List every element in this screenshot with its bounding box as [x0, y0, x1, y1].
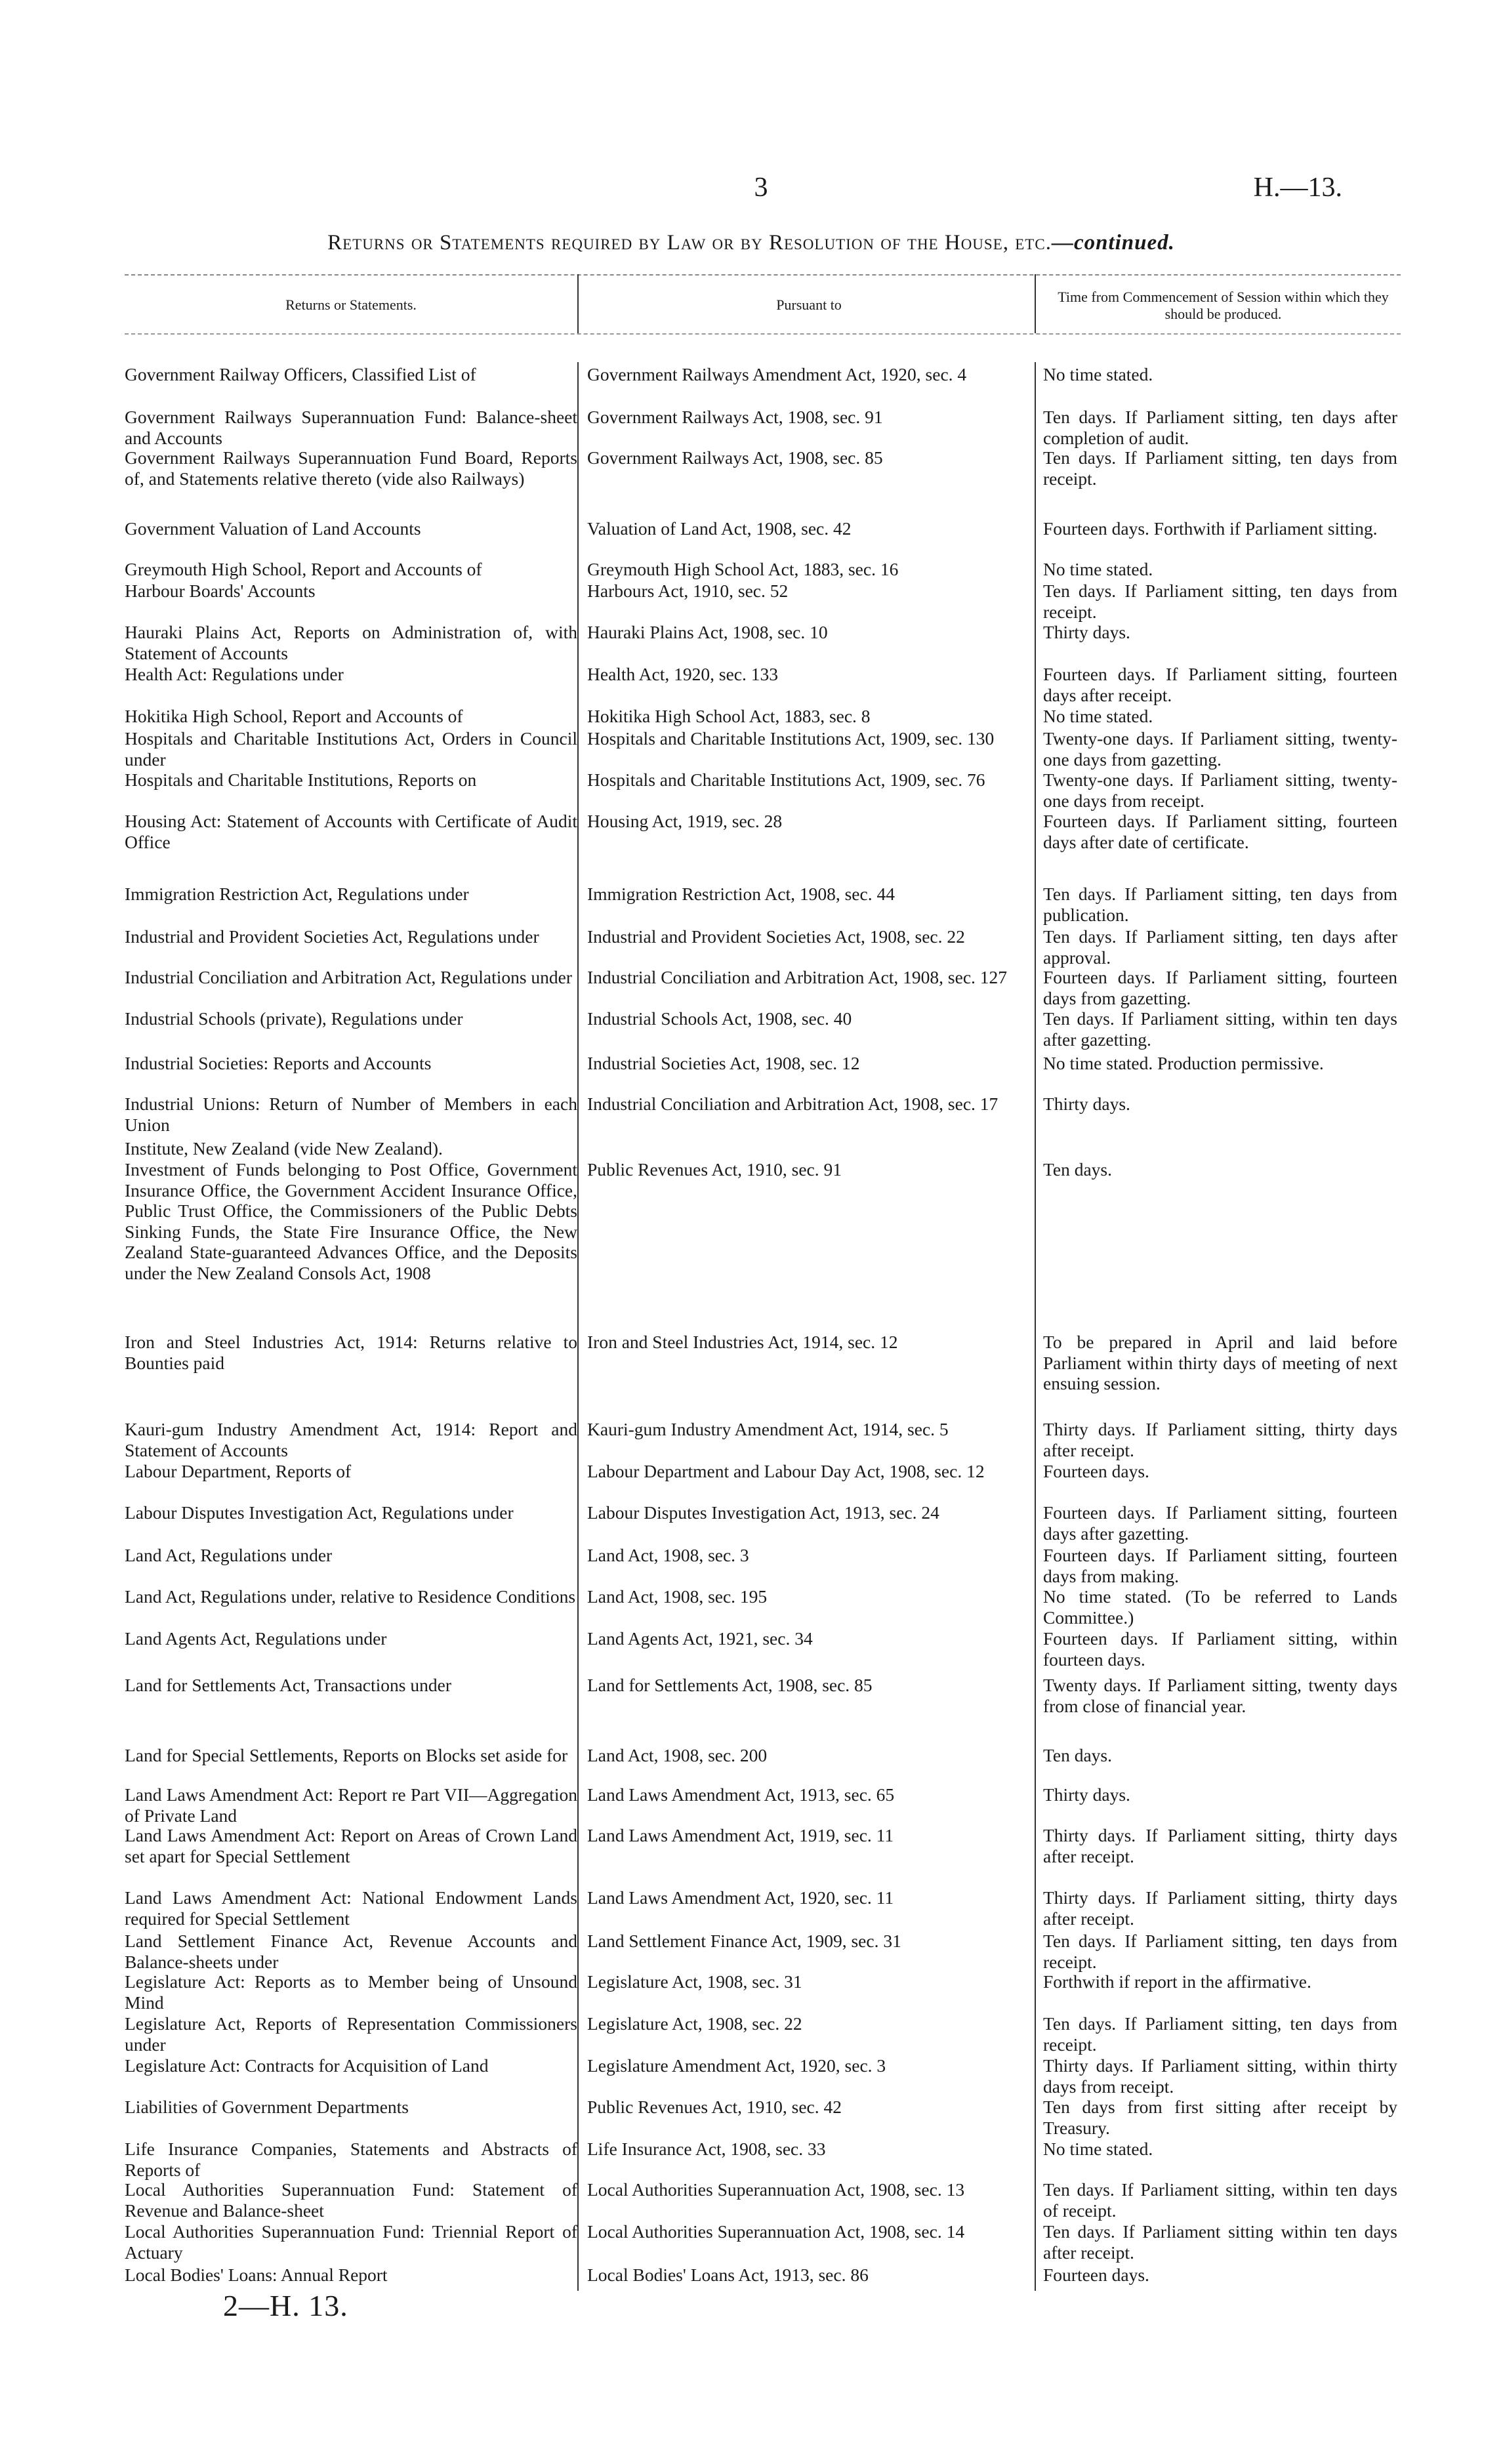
page-title: [125, 231, 1378, 255]
pursuant-cell: Industrial Societies Act, 1908, sec. 12: [587, 1053, 860, 1073]
time-cell: Ten days. If Parliament sitting within ten days after receipt.: [1043, 2221, 1397, 2263]
time-cell: Ten days. If Parliament sitting, ten days from receipt.: [1043, 447, 1397, 489]
time-cell: Thirty days.: [1043, 1784, 1130, 1805]
time-cell: Thirty days. If Parliament sitting, thirty days after receipt.: [1043, 1887, 1397, 1929]
time-cell: Fourteen days. If Parliament sitting, fourteen days from gazetting.: [1043, 967, 1397, 1008]
time-cell: Fourteen days.: [1043, 2265, 1149, 2285]
time-cell: Ten days. If Parliament sitting, ten days after completion of audit.: [1043, 407, 1397, 448]
column-divider: [1035, 362, 1036, 2291]
time-cell: Ten days from first sitting after receipt by Treasury.: [1043, 2097, 1397, 2138]
pursuant-cell: Housing Act, 1919, sec. 28: [587, 811, 783, 831]
pursuant-cell: Greymouth High School Act, 1883, sec. 16: [587, 559, 899, 579]
time-cell: Fourteen days. Forthwith if Parliament sitting.: [1043, 518, 1378, 539]
pursuant-cell: Land for Settlements Act, 1908, sec. 85: [587, 1675, 873, 1695]
return-cell: Industrial and Provident Societies Act, Regulations under: [125, 926, 539, 947]
pursuant-cell: Hospitals and Charitable Institutions Act, 1909, sec. 130: [587, 728, 995, 749]
return-cell: Health Act: Regulations under: [125, 664, 344, 684]
pursuant-cell: Legislature Amendment Act, 1920, sec. 3: [587, 2055, 886, 2076]
time-cell: Fourteen days.: [1043, 1461, 1149, 1481]
return-cell: Hauraki Plains Act, Reports on Administration of, with Statement of Accounts: [125, 622, 577, 663]
column-divider: [577, 362, 579, 2291]
time-cell: Ten days.: [1043, 1745, 1112, 1765]
pursuant-cell: Iron and Steel Industries Act, 1914, sec. 12: [587, 1332, 898, 1352]
page-title-text: Returns or Statements required by Law or by Resolution of the House, etc.: [327, 231, 1052, 255]
time-cell: Ten days. If Parliament sitting, ten days from receipt.: [1043, 581, 1397, 622]
pursuant-cell: Valuation of Land Act, 1908, sec. 42: [587, 518, 852, 539]
time-cell: No time stated.: [1043, 706, 1153, 726]
pursuant-cell: Harbours Act, 1910, sec. 52: [587, 581, 789, 601]
pursuant-cell: Industrial Schools Act, 1908, sec. 40: [587, 1008, 852, 1029]
pursuant-cell: Legislature Act, 1908, sec. 31: [587, 1971, 802, 1992]
return-cell: Land Act, Regulations under, relative to Residence Conditions: [125, 1586, 576, 1607]
time-cell: Thirty days.: [1043, 622, 1130, 642]
time-cell: Fourteen days. If Parliament sitting, within fourteen days.: [1043, 1628, 1397, 1670]
pursuant-cell: Industrial Conciliation and Arbitration Act, 1908, sec. 17: [587, 1094, 999, 1114]
return-cell: Life Insurance Companies, Statements and Abstracts of Reports of: [125, 2139, 577, 2180]
return-cell: Industrial Unions: Return of Number of Members in each Union: [125, 1094, 577, 1135]
pursuant-cell: Health Act, 1920, sec. 133: [587, 664, 778, 684]
pursuant-cell: Land Laws Amendment Act, 1920, sec. 11: [587, 1887, 894, 1908]
time-cell: Ten days. If Parliament sitting, ten days from receipt.: [1043, 1931, 1397, 1972]
column-header-pursuant: Pursuant to: [776, 297, 842, 313]
return-cell: Government Railways Superannuation Fund Board, Reports of, and Statements relative thereto (vide also Railways): [125, 447, 577, 489]
pursuant-cell: Land Act, 1908, sec. 3: [587, 1545, 749, 1565]
pursuant-cell: Land Act, 1908, sec. 200: [587, 1745, 768, 1765]
return-cell: Local Bodies' Loans: Annual Report: [125, 2265, 388, 2285]
return-cell: Government Valuation of Land Accounts: [125, 518, 421, 539]
time-cell: Forthwith if report in the affirmative.: [1043, 1971, 1311, 1992]
pursuant-cell: Legislature Act, 1908, sec. 22: [587, 2013, 802, 2034]
pursuant-cell: Industrial and Provident Societies Act, 1908, sec. 22: [587, 926, 965, 947]
pursuant-cell: Hospitals and Charitable Institutions Act, 1909, sec. 76: [587, 770, 985, 790]
pursuant-cell: Public Revenues Act, 1910, sec. 91: [587, 1159, 842, 1180]
pursuant-cell: Life Insurance Act, 1908, sec. 33: [587, 2139, 826, 2159]
return-cell: Land Laws Amendment Act: Report re Part VII—Aggregation of Private Land: [125, 1784, 577, 1826]
return-cell: Labour Disputes Investigation Act, Regulations under: [125, 1502, 514, 1523]
pursuant-cell: Public Revenues Act, 1910, sec. 42: [587, 2097, 842, 2117]
time-cell: Twenty-one days. If Parliament sitting, twenty-one days from gazetting.: [1043, 728, 1397, 770]
return-cell: Hospitals and Charitable Institutions, Reports on: [125, 770, 477, 790]
pursuant-cell: Immigration Restriction Act, 1908, sec. 44: [587, 884, 895, 904]
column-header-time: Time from Commencement of Session within which they should be produced.: [1058, 289, 1389, 322]
pursuant-cell: Land Laws Amendment Act, 1919, sec. 11: [587, 1825, 894, 1845]
pursuant-cell: Land Settlement Finance Act, 1909, sec. 31: [587, 1931, 901, 1951]
time-cell: No time stated.: [1043, 2139, 1153, 2159]
column-divider: [1035, 274, 1036, 333]
pursuant-cell: Land Act, 1908, sec. 195: [587, 1586, 768, 1607]
pursuant-cell: Kauri-gum Industry Amendment Act, 1914, sec. 5: [587, 1419, 949, 1439]
time-cell: Ten days.: [1043, 1159, 1112, 1180]
page-number: 3: [754, 173, 768, 203]
return-cell: Greymouth High School, Report and Accounts of: [125, 559, 482, 579]
pursuant-cell: Government Railways Act, 1908, sec. 85: [587, 447, 883, 468]
return-cell: Hospitals and Charitable Institutions Act, Orders in Council under: [125, 728, 577, 770]
return-cell: Kauri-gum Industry Amendment Act, 1914: Report and Statement of Accounts: [125, 1419, 577, 1460]
return-cell: Local Authorities Superannuation Fund: Triennial Report of Actuary: [125, 2221, 577, 2263]
return-cell: Iron and Steel Industries Act, 1914: Returns relative to Bounties paid: [125, 1332, 577, 1373]
return-cell: Immigration Restriction Act, Regulations under: [125, 884, 469, 904]
signature-mark: 2—H. 13.: [223, 2289, 348, 2322]
return-cell: Land Act, Regulations under: [125, 1545, 333, 1565]
return-cell: Industrial Schools (private), Regulations under: [125, 1008, 463, 1029]
time-cell: No time stated. (To be referred to Lands Committee.): [1043, 1586, 1397, 1628]
paper-reference: H.—13.: [1253, 173, 1342, 203]
pursuant-cell: Government Railways Amendment Act, 1920, sec. 4: [587, 364, 967, 384]
time-cell: Ten days. If Parliament sitting, ten days from receipt.: [1043, 2013, 1397, 2055]
time-cell: Ten days. If Parliament sitting, within ten days of receipt.: [1043, 2179, 1397, 2221]
pursuant-cell: Hokitika High School Act, 1883, sec. 8: [587, 706, 871, 726]
pursuant-cell: Land Agents Act, 1921, sec. 34: [587, 1628, 813, 1649]
time-cell: Ten days. If Parliament sitting, ten days from publication.: [1043, 884, 1397, 925]
return-cell: Legislature Act: Contracts for Acquisition of Land: [125, 2055, 489, 2076]
return-cell: Local Authorities Superannuation Fund: Statement of Revenue and Balance-sheet: [125, 2179, 577, 2221]
time-cell: Ten days. If Parliament sitting, within ten days after gazetting.: [1043, 1008, 1397, 1050]
pursuant-cell: Local Authorities Superannuation Act, 1908, sec. 14: [587, 2221, 965, 2242]
time-cell: No time stated.: [1043, 364, 1153, 384]
time-cell: Twenty-one days. If Parliament sitting, twenty-one days from receipt.: [1043, 770, 1397, 811]
return-cell: Land for Special Settlements, Reports on Blocks set aside for: [125, 1745, 568, 1765]
time-cell: Fourteen days. If Parliament sitting, fourteen days after date of certificate.: [1043, 811, 1397, 852]
page-title-suffix: —continued.: [1051, 231, 1175, 255]
return-cell: Government Railways Superannuation Fund: Balance-sheet and Accounts: [125, 407, 577, 448]
return-cell: Housing Act: Statement of Accounts with Certificate of Audit Office: [125, 811, 577, 852]
return-cell: Government Railway Officers, Classified List of: [125, 364, 476, 384]
return-cell: Land Agents Act, Regulations under: [125, 1628, 387, 1649]
time-cell: No time stated. Production permissive.: [1043, 1053, 1324, 1073]
column-divider: [577, 274, 579, 333]
time-cell: Twenty days. If Parliament sitting, twenty days from close of financial year.: [1043, 1675, 1397, 1716]
return-cell: Industrial Conciliation and Arbitration Act, Regulations under: [125, 967, 573, 987]
time-cell: No time stated.: [1043, 559, 1153, 579]
time-cell: Fourteen days. If Parliament sitting, fourteen days after gazetting.: [1043, 1502, 1397, 1544]
return-cell: Legislature Act, Reports of Representation Commissioners under: [125, 2013, 577, 2055]
return-cell: Land Settlement Finance Act, Revenue Accounts and Balance-sheets under: [125, 1931, 577, 1972]
return-cell: Land Laws Amendment Act: Report on Areas of Crown Land set apart for Special Settlement: [125, 1825, 577, 1866]
return-cell: Hokitika High School, Report and Accounts of: [125, 706, 463, 726]
time-cell: Fourteen days. If Parliament sitting, fourteen days after receipt.: [1043, 664, 1397, 705]
time-cell: Thirty days. If Parliament sitting, thirty days after receipt.: [1043, 1419, 1397, 1460]
time-cell: Thirty days.: [1043, 1094, 1130, 1114]
return-cell: Land for Settlements Act, Transactions under: [125, 1675, 451, 1695]
return-cell: Harbour Boards' Accounts: [125, 581, 316, 601]
pursuant-cell: Industrial Conciliation and Arbitration Act, 1908, sec. 127: [587, 967, 1008, 987]
time-cell: Ten days. If Parliament sitting, ten days after approval.: [1043, 926, 1397, 968]
header-bottom-rule: [125, 333, 1401, 335]
return-cell: Land Laws Amendment Act: National Endowment Lands required for Special Settlement: [125, 1887, 577, 1929]
pursuant-cell: Labour Department and Labour Day Act, 1908, sec. 12: [587, 1461, 985, 1481]
pursuant-cell: Local Bodies' Loans Act, 1913, sec. 86: [587, 2265, 869, 2285]
time-cell: To be prepared in April and laid before Parliament within thirty days of meeting of next ensuing session.: [1043, 1332, 1397, 1393]
time-cell: Thirty days. If Parliament sitting, thirty days after receipt.: [1043, 1825, 1397, 1866]
pursuant-cell: Land Laws Amendment Act, 1913, sec. 65: [587, 1784, 895, 1805]
return-cell: Investment of Funds belonging to Post Office, Government Insurance Office, the Government Accident Insurance Office, Public Trust Office, the Commissioners of the Public Debts Sinking Funds, the State Fire Insurance Office, the New Zealand State-guaranteed Advances Office, and the Deposits under the New Zealand Consols Act, 1908: [125, 1159, 577, 1283]
header-top-rule: [125, 274, 1401, 276]
return-cell: Institute, New Zealand (vide New Zealand).: [125, 1138, 443, 1159]
pursuant-cell: Government Railways Act, 1908, sec. 91: [587, 407, 883, 427]
return-cell: Legislature Act: Reports as to Member being of Unsound Mind: [125, 1971, 577, 2013]
column-header-returns: Returns or Statements.: [285, 297, 417, 313]
time-cell: Thirty days. If Parliament sitting, within thirty days from receipt.: [1043, 2055, 1397, 2097]
pursuant-cell: Local Authorities Superannuation Act, 1908, sec. 13: [587, 2179, 965, 2200]
pursuant-cell: Labour Disputes Investigation Act, 1913, sec. 24: [587, 1502, 939, 1523]
return-cell: Industrial Societies: Reports and Accounts: [125, 1053, 432, 1073]
return-cell: Labour Department, Reports of: [125, 1461, 352, 1481]
return-cell: Liabilities of Government Departments: [125, 2097, 409, 2117]
pursuant-cell: Hauraki Plains Act, 1908, sec. 10: [587, 622, 828, 642]
time-cell: Fourteen days. If Parliament sitting, fourteen days from making.: [1043, 1545, 1397, 1586]
